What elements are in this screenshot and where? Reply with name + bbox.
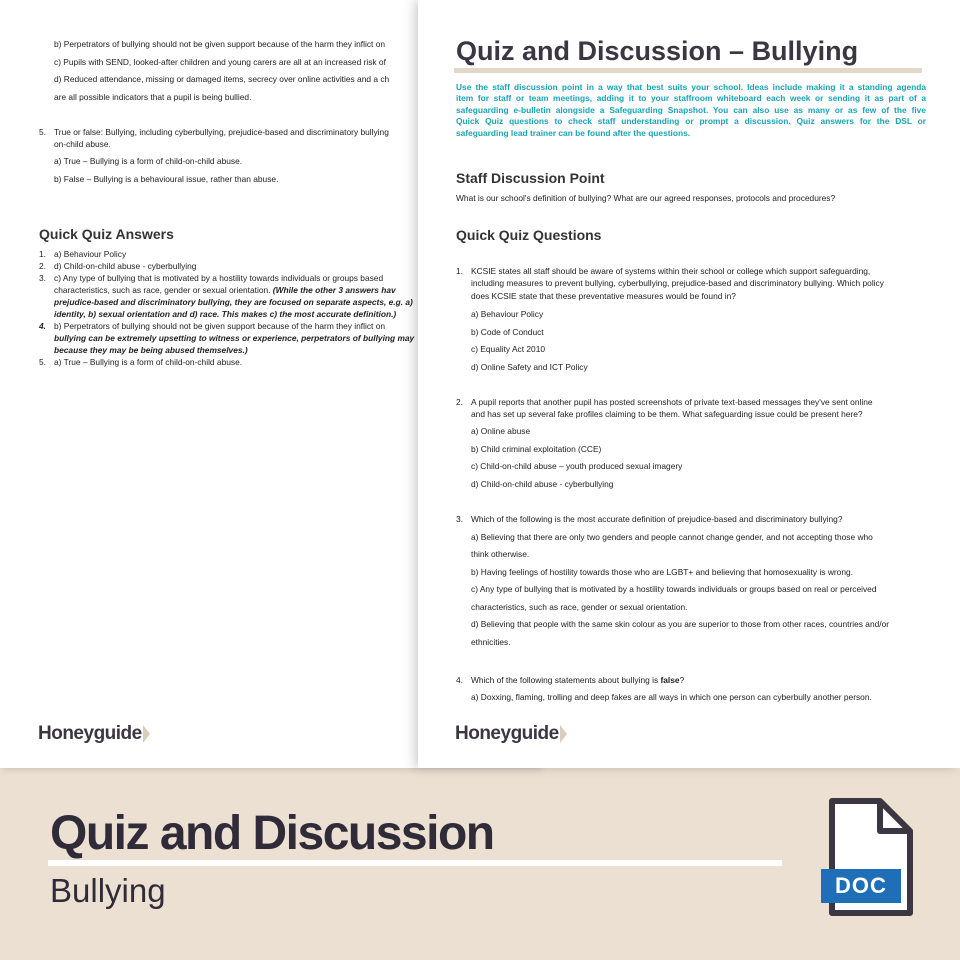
answers-heading: Quick Quiz Answers [39, 226, 174, 242]
question-number: 5. [39, 127, 46, 137]
title-underline [454, 68, 922, 73]
answer-number: 2. [39, 261, 46, 271]
answer-text: b) Perpetrators of bullying should not be given support because of the harm they inflict on [54, 321, 386, 331]
answer-option: d) Child-on-child abuse - cyberbullying [471, 479, 614, 489]
honeyguide-logo: Honeyguide [38, 723, 150, 745]
answer-option: d) Online Safety and ICT Policy [471, 362, 588, 372]
banner-subtitle: Bullying [50, 872, 166, 909]
answer-option: are all possible indicators that a pupil is being bullied. [54, 92, 252, 102]
answer-explanation: identity, b) sexual orientation and d) race. This makes c) the most accurate definition.) [54, 309, 397, 319]
doc-file-icon [818, 797, 918, 921]
answer-number: 1. [39, 249, 46, 259]
answer-explanation: (While the other 3 answers hav [272, 285, 396, 295]
answer-text: characteristics, such as race, gender or sexual orientation. (While the other 3 answers hav [54, 285, 396, 295]
answer-number: 4. [39, 321, 46, 331]
question-text: Which of the following statements about bullying is false? [471, 675, 685, 685]
answer-number: 5. [39, 357, 46, 367]
intro-text: Use the staff discussion point in a way that best suits your school. Ideas include making it a standing agenda item for staff or team meetings, adding it to your staffroom whiteboard each week or sending it as part of a safeguarding e-bulletin alongside a Safeguarding Snapshot. You can also use as many or as few of the five Quick Quiz questions to check staff understanding or prompt a discussion. Quiz answers for the DSL or safeguarding lead trainer can be found after the questions. [456, 82, 926, 138]
answer-option: ethnicities. [471, 637, 511, 647]
banner-title: Quiz and Discussion [50, 807, 494, 860]
answer-option: d) Reduced attendance, missing or damaged items, secrecy over online activities and a ch [54, 74, 390, 84]
answer-option: b) Having feelings of hostility towards those who are LGBT+ and believing that homosexuality is wrong. [471, 567, 853, 577]
answer-option: b) Child criminal exploitation (CCE) [471, 444, 602, 454]
question-text: including measures to prevent bullying, cyberbullying, prejudice-based and discriminatory bullying. Which policy [471, 278, 884, 288]
question-text: A pupil reports that another pupil has posted screenshots of private text-based messages they've sent online [471, 397, 873, 407]
answer-text: d) Child-on-child abuse - cyberbullying [54, 261, 197, 271]
answer-explanation: because they may be being abused themselves.) [54, 345, 248, 355]
question-number: 1. [456, 266, 463, 276]
question-text: and has set up several fake profiles claiming to be them. What safeguarding issue could be present here? [471, 409, 863, 419]
answer-option: b) False – Bullying is a behavioural issue, rather than abuse. [54, 174, 279, 184]
discussion-heading: Staff Discussion Point [456, 170, 605, 186]
questions-heading: Quick Quiz Questions [456, 227, 602, 243]
answer-text: a) True – Bullying is a form of child-on-child abuse. [54, 357, 243, 367]
answer-option: think otherwise. [471, 549, 530, 559]
answer-explanation: bullying can be extremely upsetting to witness or experience, perpetrators of bullying may [54, 333, 415, 343]
answer-option: c) Pupils with SEND, looked-after children and young carers are all at an increased risk of [54, 57, 386, 67]
answer-option: b) Perpetrators of bullying should not be given support because of the harm they inflict on [54, 39, 386, 49]
answer-text: a) Behaviour Policy [54, 249, 127, 259]
answer-option: c) Child-on-child abuse – youth produced sexual imagery [471, 461, 683, 471]
front-document-page [418, 0, 960, 768]
answer-option: b) Code of Conduct [471, 327, 544, 337]
answer-option: a) True – Bullying is a form of child-on-child abuse. [54, 156, 243, 166]
question-number: 3. [456, 514, 463, 524]
discussion-text: What is our school's definition of bullying? What are our agreed responses, protocols and procedures? [456, 193, 836, 203]
answer-option: a) Believing that there are only two genders and people cannot change gender, and not accepting those who [471, 532, 873, 542]
banner-divider [48, 860, 782, 866]
answer-number: 3. [39, 273, 46, 283]
answer-explanation: prejudice-based and discriminatory bullying, they are focused on separate aspects, e.g. a) [54, 297, 413, 307]
answer-option: c) Equality Act 2010 [471, 344, 546, 354]
question-number: 2. [456, 397, 463, 407]
doc-badge: DOC [821, 869, 901, 903]
page-title: Quiz and Discussion – Bullying [456, 36, 859, 66]
answer-option: d) Believing that people with the same skin colour as you are superior to those from other races, countries and/or [471, 619, 890, 629]
honeyguide-logo: Honeyguide [455, 723, 567, 745]
answer-text: c) Any type of bullying that is motivated by a hostility towards individuals or groups based [54, 273, 384, 283]
question-number: 4. [456, 675, 463, 685]
question-text: does KCSIE state that these preventative measures would be found in? [471, 291, 736, 301]
answer-option: characteristics, such as race, gender or sexual orientation. [471, 602, 688, 612]
answer-option: a) Behaviour Policy [471, 309, 544, 319]
answer-option: a) Doxxing, flaming, trolling and deep fakes are all ways in which one person can cyberbully another person. [471, 692, 872, 702]
question-text: KCSIE states all staff should be aware of systems within their school or college which support safeguarding, [471, 266, 871, 276]
question-text: True or false: Bullying, including cyberbullying, prejudice-based and discriminatory bullying [54, 127, 389, 137]
question-text: Which of the following is the most accurate definition of prejudice-based and discriminatory bullying? [471, 514, 843, 524]
question-text: on-child abuse. [54, 139, 111, 149]
answer-option: c) Any type of bullying that is motivated by a hostility towards individuals or groups based on real or perceived [471, 584, 877, 594]
answer-option: a) Online abuse [471, 426, 531, 436]
